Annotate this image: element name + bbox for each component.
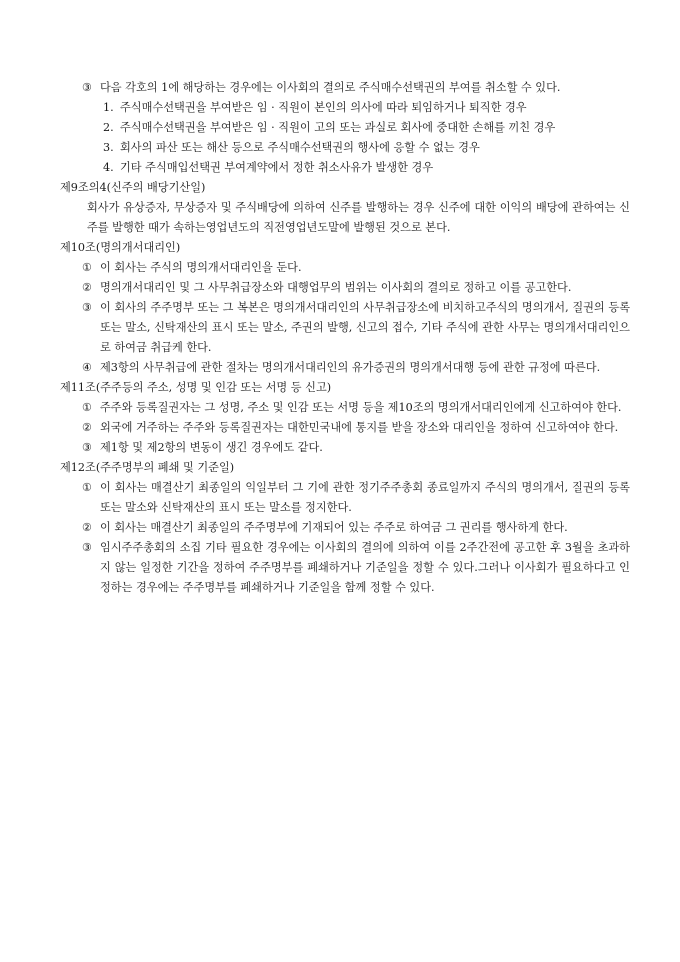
clause-11-1 xyxy=(60,398,630,418)
clause-number: ③ xyxy=(82,541,93,554)
clause-text: 외국에 거주하는 주주와 등록질권자는 대한민국내에 통지를 받을 장소와 대리인을 정하여 신고하여야 한다. xyxy=(100,421,619,434)
sub-item-text: 주식매수선택권을 부여받은 임 · 직원이 본인의 의사에 따라 퇴임하거나 퇴직한 경우 xyxy=(120,101,527,114)
clause-number: ② xyxy=(82,521,93,534)
clause-number: ② xyxy=(82,281,93,294)
sub-item-number: 2. xyxy=(103,121,114,134)
sub-item-2 xyxy=(60,118,630,138)
clause-10-3 xyxy=(60,298,630,358)
clause-text: 이 회사의 주주명부 또는 그 복본은 명의개서대리인의 사무취급장소에 비치하고주식의 명의개서, 질권의 등록 또는 말소, 신탁재산의 표시 또는 말소, 주권의 발행, 신고의 접수, 기타 주식에 관한 사무는 명의개서대리인으로 하여금 취급케 한다. xyxy=(100,301,630,354)
clause-11-3 xyxy=(60,438,630,458)
clause-text: 이 회사는 주식의 명의개서대리인을 둔다. xyxy=(100,261,302,274)
article-11-heading: 제11조(주주등의 주소, 성명 및 인감 또는 서명 등 신고) xyxy=(60,381,332,394)
clause-9-3-3 xyxy=(60,78,630,98)
clause-text: 다음 각호의 1에 해당하는 경우에는 이사회의 결의로 주식매수선택권의 부여를 취소할 수 있다. xyxy=(100,81,561,94)
clause-12-1 xyxy=(60,478,630,518)
sub-item-number: 4. xyxy=(103,161,114,174)
clause-number: ① xyxy=(82,401,93,414)
clause-12-3 xyxy=(60,538,630,598)
articles-body xyxy=(60,78,630,598)
clause-10-2 xyxy=(60,278,630,298)
article-9-4-text: 회사가 유상증자, 무상증자 및 주식배당에 의하여 신주를 발행하는 경우 신주에 대한 이익의 배당에 관하여는 신주를 발행한 때가 속하는영업년도의 직전영업년도말에 발행된 것으로 본다. xyxy=(87,201,630,234)
clause-12-2 xyxy=(60,518,630,538)
clause-number: ② xyxy=(82,421,93,434)
clause-text: 제1항 및 제2항의 변동이 생긴 경우에도 같다. xyxy=(100,441,323,454)
clause-number: ③ xyxy=(82,301,93,314)
clause-number: ① xyxy=(82,261,93,274)
clause-text: 제3항의 사무취급에 관한 절차는 명의개서대리인의 유가증권의 명의개서대행 등에 관한 규정에 따른다. xyxy=(100,361,601,374)
clause-text: 임시주주총회의 소집 기타 필요한 경우에는 이사회의 결의에 의하여 이를 2주간전에 공고한 후 3월을 초과하지 않는 일정한 기간을 정하여 주주명부를 폐쇄하거나 기준일을 정할 수 있다.그러나 이사회가 필요하다고 인정하는 경우에는 주주명부를 폐쇄하거나 기준일을 함께 정할 수 있다. xyxy=(100,541,630,594)
clause-text: 이 회사는 매결산기 최종일의 익일부터 그 기에 관한 정기주주총회 종료일까지 주식의 명의개서, 질권의 등록 또는 말소와 신탁재산의 표시 또는 말소를 정지한다. xyxy=(100,481,630,514)
sub-item-text: 회사의 파산 또는 해산 등으로 주식매수선택권의 행사에 응할 수 없는 경우 xyxy=(120,141,480,154)
article-9-4-heading: 제9조의4(신주의 배당기산일) xyxy=(60,181,206,194)
sub-item-4 xyxy=(60,158,630,178)
sub-item-number: 3. xyxy=(103,141,114,154)
clause-number: ① xyxy=(82,481,93,494)
clause-number: ③ xyxy=(82,441,93,454)
article-12-heading: 제12조(주주명부의 폐쇄 및 기준일) xyxy=(60,461,235,474)
clause-11-2 xyxy=(60,418,630,438)
clause-text: 이 회사는 매결산기 최종일의 주주명부에 기재되어 있는 주주로 하여금 그 권리를 행사하게 한다. xyxy=(100,521,568,534)
sub-item-1 xyxy=(60,98,630,118)
sub-item-text: 기타 주식매입선택권 부여계약에서 정한 취소사유가 발생한 경우 xyxy=(120,161,434,174)
clause-number: ④ xyxy=(82,361,93,374)
article-10-heading: 제10조(명의개서대리인) xyxy=(60,241,181,254)
sub-item-3 xyxy=(60,138,630,158)
clause-10-1 xyxy=(60,258,630,278)
clause-10-4 xyxy=(60,358,630,378)
clause-text: 주주와 등록질권자는 그 성명, 주소 및 인감 또는 서명 등을 제10조의 명의개서대리인에게 신고하여야 한다. xyxy=(100,401,622,414)
clause-number: ③ xyxy=(82,81,93,94)
sub-item-text: 주식매수선택권을 부여받은 임 · 직원이 고의 또는 과실로 회사에 중대한 손해를 끼친 경우 xyxy=(120,121,556,134)
sub-item-number: 1. xyxy=(103,101,114,114)
clause-text: 명의개서대리인 및 그 사무취급장소와 대행업무의 범위는 이사회의 결의로 정하고 이를 공고한다. xyxy=(100,281,572,294)
